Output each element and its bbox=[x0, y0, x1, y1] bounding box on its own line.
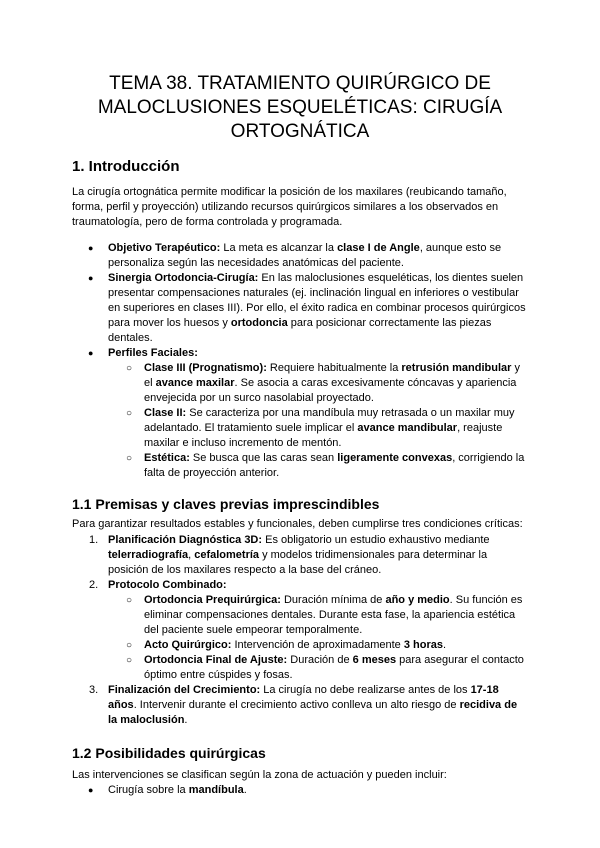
text-segment: Duración mínima de bbox=[280, 594, 386, 606]
bold-text-segment: cefalometría bbox=[194, 549, 260, 561]
sub-list-item bbox=[72, 593, 528, 638]
bold-text-segment: 3 horas bbox=[403, 639, 443, 651]
text-segment: Duración de bbox=[287, 654, 353, 666]
bold-text-segment: Ortodoncia Final de Ajuste: bbox=[144, 654, 288, 666]
bold-text-segment: ligeramente convexas bbox=[337, 452, 453, 464]
bold-text-segment: Clase III (Prognatismo): bbox=[144, 362, 267, 374]
posibilidades-paragraph: Las intervenciones se clasifican según la zona de actuación y pueden incluir: bbox=[72, 769, 447, 781]
bold-text-segment: Protocolo Combinado: bbox=[108, 579, 227, 591]
bold-text-segment: Acto Quirúrgico: bbox=[144, 639, 232, 651]
text-segment: y modelos tridimensionales para determinar la posición de los maxilares respecto a la base del cráneo. bbox=[108, 549, 488, 576]
bold-text-segment: avance maxilar bbox=[155, 377, 235, 389]
premisas-paragraph: Para garantizar resultados estables y funcionales, deben cumplirse tres condiciones críticas: bbox=[72, 518, 523, 530]
text-segment: . Su función es eliminar compensaciones dentales. Durante esta fase, la apariencia estética del paciente suele empeorar temporalmente. bbox=[144, 594, 523, 636]
text-segment: , reajuste maxilar e incluso incremento de mentón. bbox=[144, 422, 503, 449]
bold-text-segment: Ortodoncia Prequirúrgica: bbox=[144, 594, 281, 606]
bold-text-segment: Objetivo Terapéutico: bbox=[108, 242, 221, 254]
intro-paragraph: La cirugía ortognática permite modificar la posición de los maxilares (reubicando tamaño, forma, perfil y proyección) utilizando recursos quirúrgicos similares a los observados en traumatología, pero de forma controlada y programada. bbox=[72, 186, 507, 228]
text-segment: para posicionar correctamente las piezas dentales. bbox=[108, 317, 492, 344]
text-segment: Es obligatorio un estudio exhaustivo mediante bbox=[262, 534, 490, 546]
bold-text-segment: Sinergia Ortodoncia-Cirugía: bbox=[108, 272, 259, 284]
bold-text-segment: recidiva de la maloclusión bbox=[108, 699, 518, 726]
text-segment: , corrigiendo la falta de proyección anterior. bbox=[144, 452, 525, 479]
list-item bbox=[72, 783, 528, 798]
text-segment: . bbox=[184, 714, 188, 726]
bold-text-segment: Planificación Diagnóstica 3D: bbox=[108, 534, 263, 546]
text-segment: Requiere habitualmente la bbox=[266, 362, 402, 374]
sub-list-item bbox=[72, 638, 528, 653]
hollow-circle-bullet-icon: ○ bbox=[126, 595, 133, 606]
bold-text-segment: mandíbula bbox=[188, 784, 244, 796]
bold-text-segment: Clase II: bbox=[144, 407, 187, 419]
bold-text-segment: clase I de Angle bbox=[337, 242, 420, 254]
title-line: MALOCLUSIONES ESQUELÉTICAS: CIRUGÍA bbox=[97, 97, 503, 118]
hollow-circle-bullet-icon: ○ bbox=[126, 453, 133, 464]
text-segment: Se busca que las caras sean bbox=[189, 452, 338, 464]
bold-text-segment: Finalización del Crecimiento: bbox=[108, 684, 261, 696]
list-number: 3. bbox=[89, 684, 99, 696]
bold-text-segment: Perfiles Faciales: bbox=[108, 347, 198, 359]
bold-text-segment: telerradiografía bbox=[108, 549, 189, 561]
filled-circle-bullet-icon: ● bbox=[88, 273, 94, 283]
bold-text-segment: 6 meses bbox=[352, 654, 397, 666]
intro-bullet-list bbox=[72, 241, 528, 481]
list-number: 1. bbox=[89, 534, 99, 546]
list-item bbox=[72, 241, 528, 271]
text-segment: , bbox=[188, 549, 195, 561]
text-segment: En las maloclusiones esqueléticas, los dientes suelen presentar compensaciones naturales (ej. inclinación lingual en inferiores o vestibular en superiores en clases III). Por ello, el éxito radica en combinar procesos quirúrgicos para mover los huesos y bbox=[108, 272, 526, 329]
text-segment: . bbox=[442, 639, 447, 651]
section-heading-introduccion: 1. Introducción bbox=[72, 158, 180, 175]
text-segment: Cirugía sobre la bbox=[108, 784, 189, 796]
text-segment: . bbox=[243, 784, 247, 796]
numbered-list-item bbox=[72, 683, 528, 728]
bold-text-segment: Estética: bbox=[144, 452, 190, 464]
filled-circle-bullet-icon: ● bbox=[88, 348, 94, 358]
numbered-list-item bbox=[72, 578, 528, 593]
text-segment: y el bbox=[144, 362, 520, 389]
bold-text-segment: año y medio bbox=[385, 594, 450, 606]
text-segment: La cirugía no debe realizarse antes de los bbox=[260, 684, 471, 696]
text-segment: para asegurar el contacto óptimo entre cúspides y fosas. bbox=[144, 654, 524, 681]
hollow-circle-bullet-icon: ○ bbox=[126, 640, 133, 651]
hollow-circle-bullet-icon: ○ bbox=[126, 655, 133, 666]
list-item bbox=[72, 271, 528, 346]
sub-list-item bbox=[72, 406, 528, 451]
bold-text-segment: retrusión mandibular bbox=[401, 362, 512, 374]
text-segment: Intervención de aproximadamente bbox=[231, 639, 404, 651]
premisas-numbered-list bbox=[72, 533, 528, 728]
text-segment: , aunque esto se personaliza según las necesidades anatómicas del paciente. bbox=[108, 242, 502, 269]
posibilidades-bullet-list bbox=[72, 783, 528, 798]
text-segment: . Intervenir durante el crecimiento activo conlleva un alto riesgo de bbox=[133, 699, 460, 711]
section-heading-premisas: 1.1 Premisas y claves previas imprescindibles bbox=[72, 496, 380, 512]
title-line: ORTOGNÁTICA bbox=[230, 121, 370, 142]
title-line: TEMA 38. TRATAMIENTO QUIRÚRGICO DE bbox=[109, 73, 491, 94]
hollow-circle-bullet-icon: ○ bbox=[126, 363, 133, 374]
bold-text-segment: 17-18 años bbox=[108, 684, 499, 711]
bold-text-segment: ortodoncia bbox=[230, 317, 288, 329]
sub-list-item bbox=[72, 653, 528, 683]
filled-circle-bullet-icon: ● bbox=[88, 785, 94, 795]
hollow-circle-bullet-icon: ○ bbox=[126, 408, 133, 419]
list-number: 2. bbox=[89, 579, 99, 591]
sub-list-item bbox=[72, 361, 528, 406]
text-segment: La meta es alcanzar la bbox=[220, 242, 338, 254]
section-heading-posibilidades: 1.2 Posibilidades quirúrgicas bbox=[72, 745, 266, 761]
sub-list-item bbox=[72, 451, 528, 481]
bold-text-segment: avance mandibular bbox=[357, 422, 458, 434]
text-segment: Se caracteriza por una mandíbula muy retrasada o un maxilar muy adelantado. El tratamiento suele implicar el bbox=[144, 407, 515, 434]
numbered-list-item bbox=[72, 533, 528, 578]
filled-circle-bullet-icon: ● bbox=[88, 243, 94, 253]
list-item bbox=[72, 346, 528, 361]
document-title bbox=[72, 72, 528, 144]
text-segment: . Se asocia a caras excesivamente cóncavas y apariencia envejecida por un surco nasolabial proyectado. bbox=[144, 377, 517, 404]
